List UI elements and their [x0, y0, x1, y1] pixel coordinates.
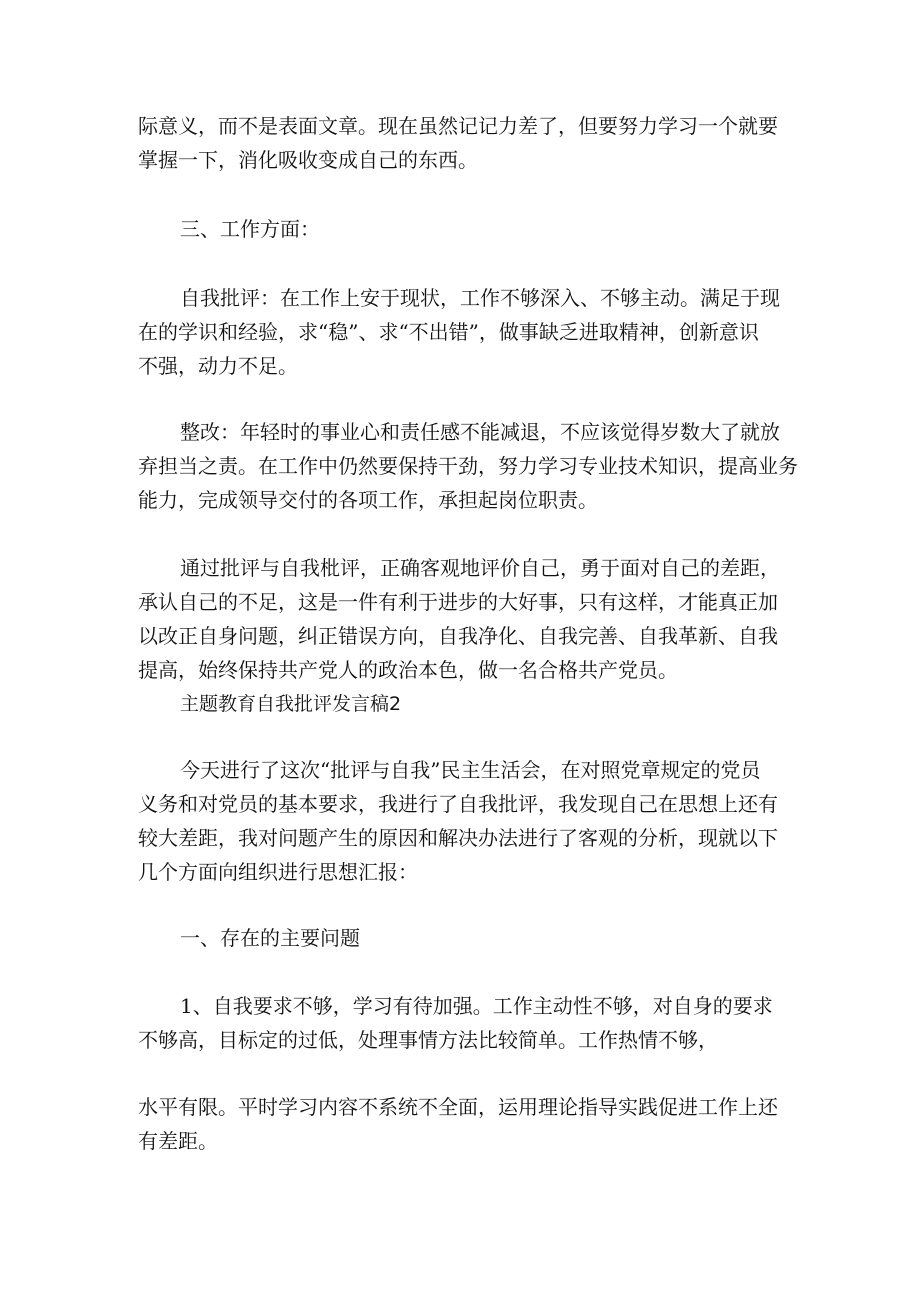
paragraph-line: 不够高，目标定的过低，处理事情方法比较简单。工作热情不够，: [138, 1028, 718, 1052]
paragraph-line: 通过批评与自我枇评，正确客观地评价自己，勇于面对自己的差距，: [180, 556, 780, 580]
paragraph-line: 今天进行了这次“批评与自我”民主生活会，在对照党章规定的党员: [180, 758, 761, 782]
paragraph-line: 几个方面向组织进行思想汇报：: [138, 860, 418, 884]
paragraph-line: 水平有限。平时学习内容不系统不全面，运用理论指导实践促进工作上还: [138, 1095, 778, 1119]
paragraph-line: 有差距。: [138, 1129, 218, 1153]
document-title: 主题教育自我批评发言稿2: [180, 693, 402, 715]
paragraph-line: 1、自我要求不够，学习有待加强。工作主动性不够，对自身的要求: [180, 994, 773, 1018]
paragraph-line: 义务和对党员的基本要求，我进行了自我批评，我发现自己在思想上还有: [138, 792, 778, 816]
paragraph-line: 在的学识和经验，求“稳”、求“不出错”，做事缺乏进取精神，创新意识: [138, 320, 759, 344]
section-heading-work: 三、工作方面：: [180, 217, 320, 241]
paragraph-line: 自我批评：在工作上安于现状，工作不够深入、不够主动。满足于现: [180, 286, 780, 310]
paragraph-line: 能力，完成领导交付的各项工作，承担起岗位职责。: [138, 488, 598, 512]
paragraph-line: 不强，动力不足。: [138, 354, 298, 378]
paragraph-line: 际意义，而不是表面文章。现在虽然记记力差了，但要努力学习一个就要: [138, 114, 778, 138]
paragraph-line: 掌握一下，消化吸收变成自己的东西。: [138, 148, 478, 172]
paragraph-line: 弃担当之责。在工作中仍然要保持干劲，努力学习专业技术知识，提高业务: [138, 454, 798, 478]
paragraph-line: 整改：年轻时的事业心和责任感不能减退，不应该觉得岁数大了就放: [180, 420, 780, 444]
paragraph-line: 提高，始终保持共产党人的政治本色，做一名合格共产党员。: [138, 658, 678, 682]
paragraph-line: 承认自己的不足，这是一件有利于进步的大好事，只有这样，才能真正加: [138, 590, 778, 614]
section-heading-problems: 一、存在的主要问题: [180, 926, 360, 950]
paragraph-line: 较大差距，我对问题产生的原因和解决办法进行了客观的分析，现就以下: [138, 826, 778, 850]
paragraph-line: 以改正自身问题，纠正错误方向，自我净化、自我完善、自我革新、自我: [138, 624, 778, 648]
